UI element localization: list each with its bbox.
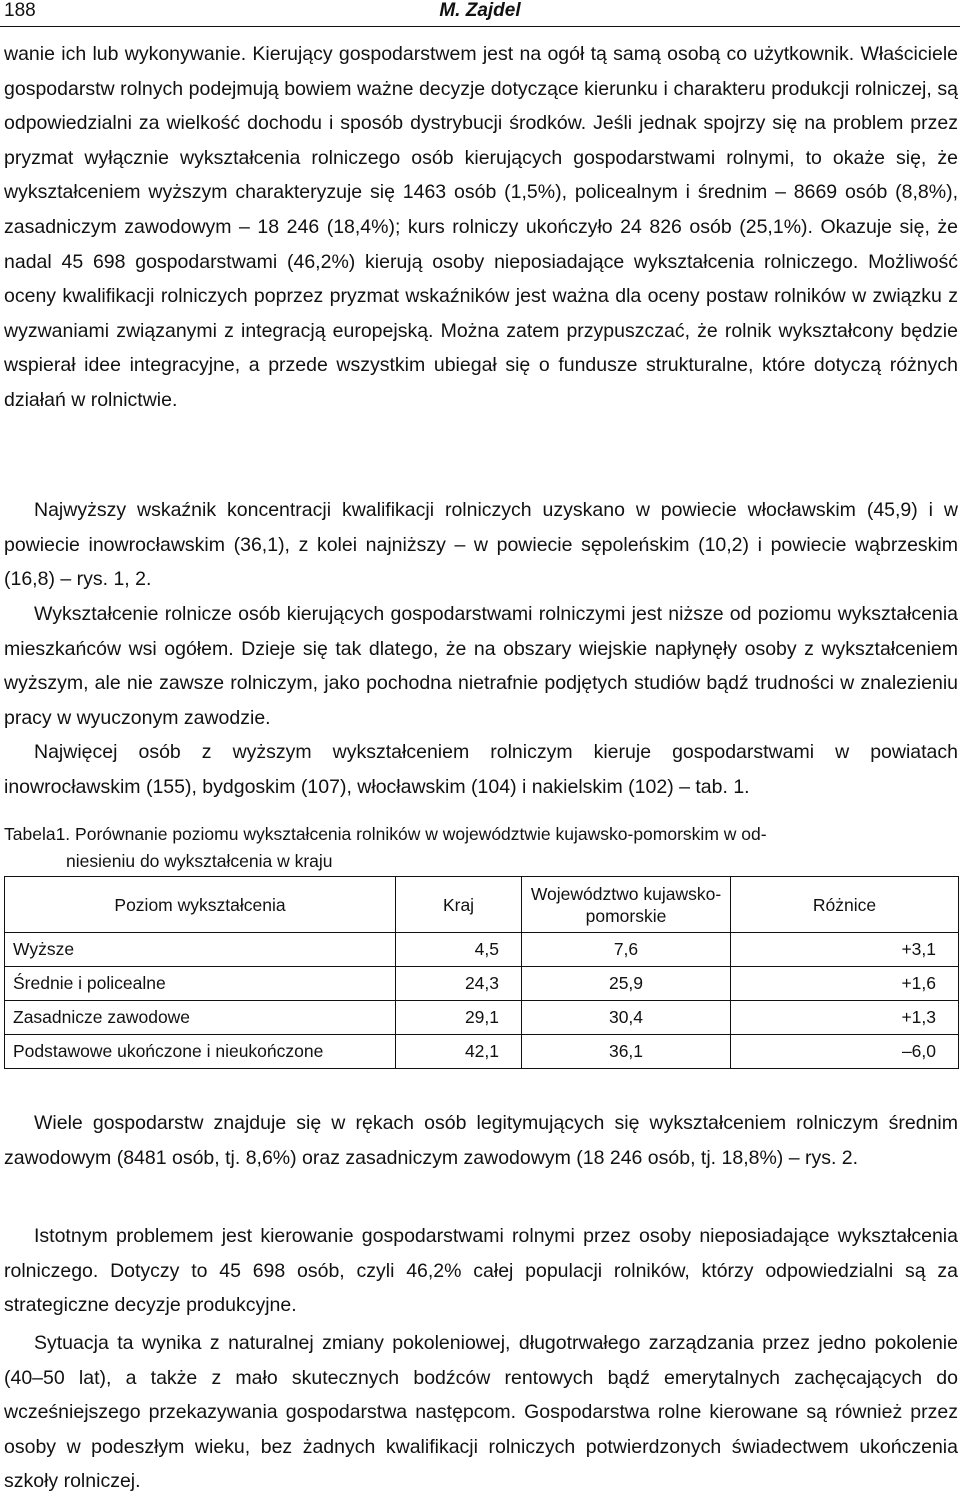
cell-country: 24,3: [396, 967, 522, 1001]
cell-voivodeship: 25,9: [522, 967, 731, 1001]
running-head-author: M. Zajdel: [439, 0, 521, 21]
header-education-level: Poziom wykształcenia: [5, 877, 396, 933]
header-country: Kraj: [396, 877, 522, 933]
cell-education-level: Zasadnicze zawodowe: [5, 1001, 396, 1035]
table-caption: [4, 821, 958, 875]
table-caption-label: Tabela1.: [4, 824, 71, 844]
table-row: [5, 933, 959, 967]
table-caption-text-continued: niesieniu do wykształcenia w kraju: [66, 851, 333, 871]
table-row: [5, 967, 959, 1001]
paragraph-7: Sytuacja ta wynika z naturalnej zmiany pokoleniowej, długotrwałego zarządzania przez jedno pokolenie (40–50 lat), a także z mało skutecznych bodźców rentowych bądź emerytalnych zachęcających do wcześniejszego przekazywania gospodarstwa następcom. Gospodarstwa rolne kierowane są również przez osoby w podeszłym wieku, bez żadnych kwalifikacji rolniczych potwierdzonych świadectwem ukończenia szkoły rolniczej.: [4, 1332, 958, 1493]
header-voivodeship: Województwo kujawsko-pomorskie: [522, 877, 731, 933]
cell-education-level: Wyższe: [5, 933, 396, 967]
cell-education-level: Średnie i policealne: [5, 967, 396, 1001]
table-caption-text: Porównanie poziomu wykształcenia rolników w województwie kujawsko-pomorskim w od-: [70, 824, 767, 844]
paragraph-5: Wiele gospodarstw znajduje się w rękach osób legitymujących się wykształceniem rolniczym średnim zawodowym (8481 osób, tj. 8,6%) oraz zasadniczym zawodowym (18 246 osób, tj. 18,8%) – rys. 2.: [4, 1112, 958, 1169]
cell-difference: +3,1: [731, 933, 959, 967]
cell-difference: –6,0: [731, 1035, 959, 1069]
cell-education-level: Podstawowe ukończone i nieukończone: [5, 1035, 396, 1069]
table-row: [5, 1035, 959, 1069]
paragraph-2: Najwyższy wskaźnik koncentracji kwalifikacji rolniczych uzyskano w powiecie włocławskim (45,9) i w powiecie inowrocławskim (36,1), z kolei najniższy – w powiecie sępoleńskim (10,2) i powiecie wąbrzeskim (16,8) – rys. 1, 2.: [4, 499, 958, 591]
paragraph-6: Istotnym problemem jest kierowanie gospodarstwami rolnymi przez osoby nieposiadające wykształcenia rolniczego. Dotyczy to 45 698 osób, czyli 46,2% całej populacji rolników, którzy odpowiedzialni są za strategiczne decyzje produkcyjne.: [4, 1225, 958, 1317]
cell-difference: +1,6: [731, 967, 959, 1001]
education-comparison-table: [4, 876, 959, 1069]
page-number: 188: [4, 0, 36, 21]
cell-voivodeship: 36,1: [522, 1035, 731, 1069]
cell-country: 29,1: [396, 1001, 522, 1035]
paragraph-3: Wykształcenie rolnicze osób kierujących gospodarstwami rolniczymi jest niższe od poziomu wykształcenia mieszkańców wsi ogółem. Dzieje się tak dlatego, że na obszary wiejskie napłynęły osoby z wykształceniem wyższym, ale nie zawsze rolniczym, jako pochodna nietrafnie podjętych studiów bądź trudności w znalezieniu pracy w wyuczonym zawodzie.: [4, 603, 958, 729]
paragraph-1: wanie ich lub wykonywanie. Kierujący gospodarstwem jest na ogół tą samą osobą co użytkownik. Właściciele gospodarstw rolnych podejmują bowiem ważne decyzje dotyczące kierunku i charakteru produkcji rolniczej, są odpowiedzialni za wielkość dochodu i sposób dystrybucji środków. Jeśli jednak spojrzy się na problem przez pryzmat wyłącznie wykształcenia rolniczego osób kierujących gospodarstwami rolnymi, to okaże się, że wykształceniem wyższym charakteryzuje się 1463 osób (1,5%), policealnym i średnim – 8669 osób (8,8%), zasadniczym zawodowym – 18 246 (18,4%); kurs rolniczy ukończyło 24 826 osób (25,1%). Okazuje się, że nadal 45 698 gospodarstwami (46,2%) kierują osoby nieposiadające wykształcenia rolniczego. Możliwość oceny kwalifikacji rolniczych poprzez pryzmat wskaźników jest ważna dla oceny postaw rolników w związku z wyzwaniami związanymi z integracją europejską. Można zatem przypuszczać, że rolnik wykształcony będzie wspierał idee integracyjne, a przede wszystkim ubiegał się o fundusze strukturalne, które dotyczą różnych działań w rolnictwie.: [4, 43, 958, 411]
cell-difference: +1,3: [731, 1001, 959, 1035]
paragraph-4: Najwięcej osób z wyższym wykształceniem rolniczym kieruje gospodarstwami w powiatach inowrocławskim (155), bydgoskim (107), włocławskim (104) i nakielskim (102) – tab. 1.: [4, 741, 958, 798]
cell-country: 4,5: [396, 933, 522, 967]
cell-country: 42,1: [396, 1035, 522, 1069]
table-header-row: [5, 877, 959, 933]
header-difference: Różnice: [731, 877, 959, 933]
page-header: [0, 0, 960, 27]
cell-voivodeship: 7,6: [522, 933, 731, 967]
cell-voivodeship: 30,4: [522, 1001, 731, 1035]
table-row: [5, 1001, 959, 1035]
